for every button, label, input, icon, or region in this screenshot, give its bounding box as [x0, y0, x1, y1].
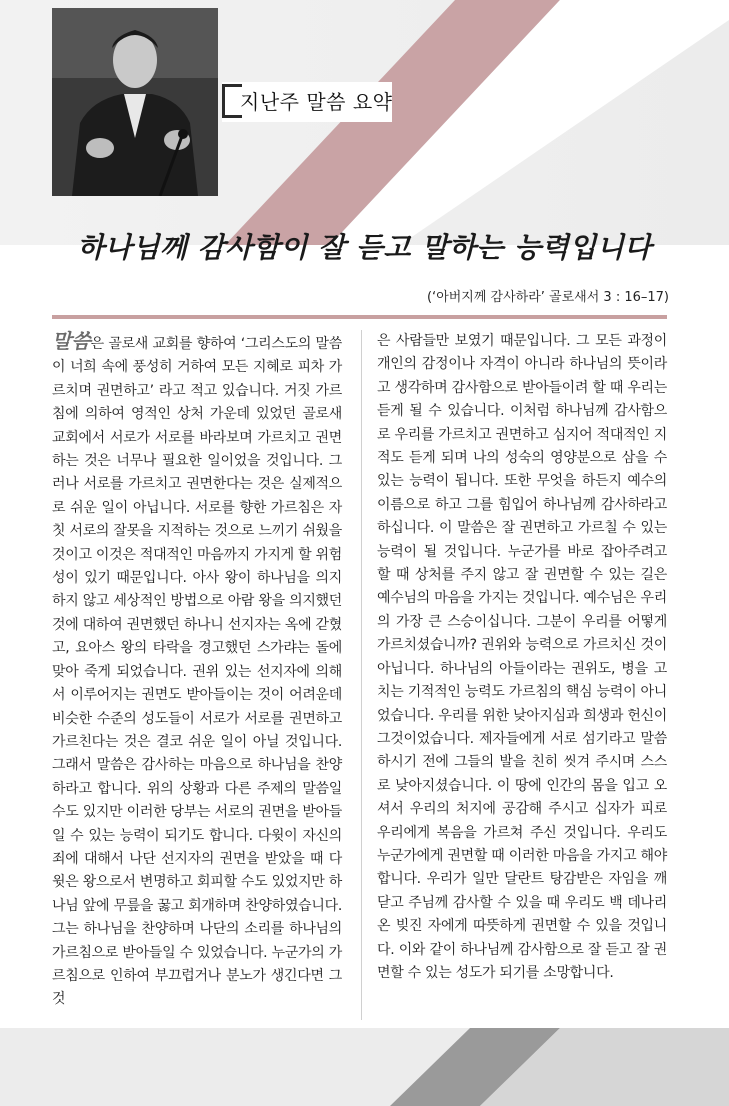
title-rule — [52, 315, 667, 319]
section-label-bracket — [222, 84, 242, 118]
body-text-right: 은 사람들만 보였기 때문입니다. 그 모든 과정이 개인의 감정이나 자격이 아니라 하나님의 뜻이라고 생각하며 감사함으로 받아들이려 할 때 우리는 듣게 될 수 있습니다. 이처럼 하나님께 감사함으로 우리를 가르치고 권면하고 심지어 적대적인 지적도 듣게 되며 나의 성숙의 영양분으로 삼을 수 있는 능력이 됩니다. 또한 무엇을 하든지 예수의 이름으로 하고 그를 힘입어 하나님께 감사하라고 하십니다. 이 말씀은 잘 권면하고 가르칠 수 있는 능력이 될 것입니다. 누군가를 바로 잡아주려고 할 때 상처를 주지 않고 잘 권면할 수 있는 길은 예수님의 마음을 가지는 것입니다. 예수님은 우리의 가장 큰 스승이십니다. 그분이 우리를 어떻게 가르치셨습니까? 권위와 능력으로 가르치신 것이 아닙니다. 하나님의 아들이라는 권위도, 병을 고치는 기적적인 능력도 가르침의 핵심 능력이 아니었습니다. 우리를 위한 낮아지심과 희생과 헌신이 그것이었습니다. 제자들에게 서로 섬기라고 말씀하시기 전에 그들의 발을 친히 씻겨 주시며 스스로 낮아지셨습니다. 이 땅에 인간의 몸을 입고 오셔서 우리의 처지에 공감해 주시고 십자가 피로 우리에게 복음을 가르쳐 주신 것입니다. 우리도 누군가에게 권면할 때 이러한 마음을 가지고 해야 합니다. 우리가 일만 달란트 탕감받은 자임을 깨닫고 주님께 감사할 수 있을 때 우리도 백 데나리온 빚진 자에게 따뜻하게 권면할 수 있을 것입니다. 이와 같이 하나님께 감사함으로 잘 듣고 잘 권면할 수 있는 성도가 되기를 소망합니다. — [377, 333, 667, 981]
dropcap-word: 말씀 — [52, 329, 91, 353]
pastor-photo — [52, 8, 218, 196]
column-divider — [361, 330, 362, 1020]
body-column-left — [52, 330, 342, 1012]
section-label — [222, 82, 392, 122]
scripture-reference: (‘아버지께 감사하라’ 골로새서 3 : 16–17) — [426, 290, 669, 305]
section-label-text: 지난주 말씀 요약 — [240, 90, 393, 114]
sermon-title: 하나님께 감사함이 잘 듣고 말하는 능력입니다 — [77, 231, 652, 264]
body-column-right — [377, 330, 667, 985]
body-text-left: 은 골로새 교회를 향하여 ‘그리스도의 말씀이 너희 속에 풍성히 거하여 모든 지혜로 피차 가르치며 권면하고’ 라고 적고 있습니다. 거짓 가르침에 의하여 영적인 상처 가운데 있었던 골로새 교회에서 서로가 서로를 바라보며 가르치고 권면하는 것은 너무나 필요한 일이었을 것입니다. 그러나 서로를 가르치고 권면한다는 것은 실제적으로 쉬운 일이 아닙니다. 서로를 향한 가르침은 자칫 서로의 잘못을 지적하는 것으로 느끼기 쉬웠을 것이고 이것은 적대적인 마음까지 가지게 할 위험성이 있기 때문입니다. 아사 왕이 하나님을 의지하지 않고 세상적인 방법으로 아람 왕을 의지했던 것에 대하여 권면했던 하나니 선지자는 옥에 갇혔고, 요아스 왕의 타락을 경고했던 스가랴는 돌에 맞아 죽게 되었습니다. 권위 있는 선지자에 의해서 이루어지는 권면도 받아들이는 것이 어려운데 비슷한 수준의 성도들이 서로가 서로를 권면하고 가르친다는 것은 결코 쉬운 일이 아닐 것입니다. 그래서 말씀은 감사하는 마음으로 하나님을 찬양하라고 합니다. 위의 상황과 다른 주제의 말씀일 수도 있지만 이러한 당부는 서로의 권면을 받아들일 수 있는 능력이 되기도 합니다. 다윗이 자신의 죄에 대해서 나단 선지자의 권면을 받았을 때 다윗은 왕으로서 변명하고 회피할 수도 있었지만 하나님 앞에 무릎을 꿇고 회개하며 찬양하였습니다. 그는 하나님을 찬양하며 나단의 소리를 하나님의 가르침으로 받아들일 수 있었습니다. 누군가의 가르침으로 인하여 부끄럽거나 분노가 생긴다면 그것 — [52, 336, 342, 1008]
footer-decoration — [0, 1028, 729, 1106]
